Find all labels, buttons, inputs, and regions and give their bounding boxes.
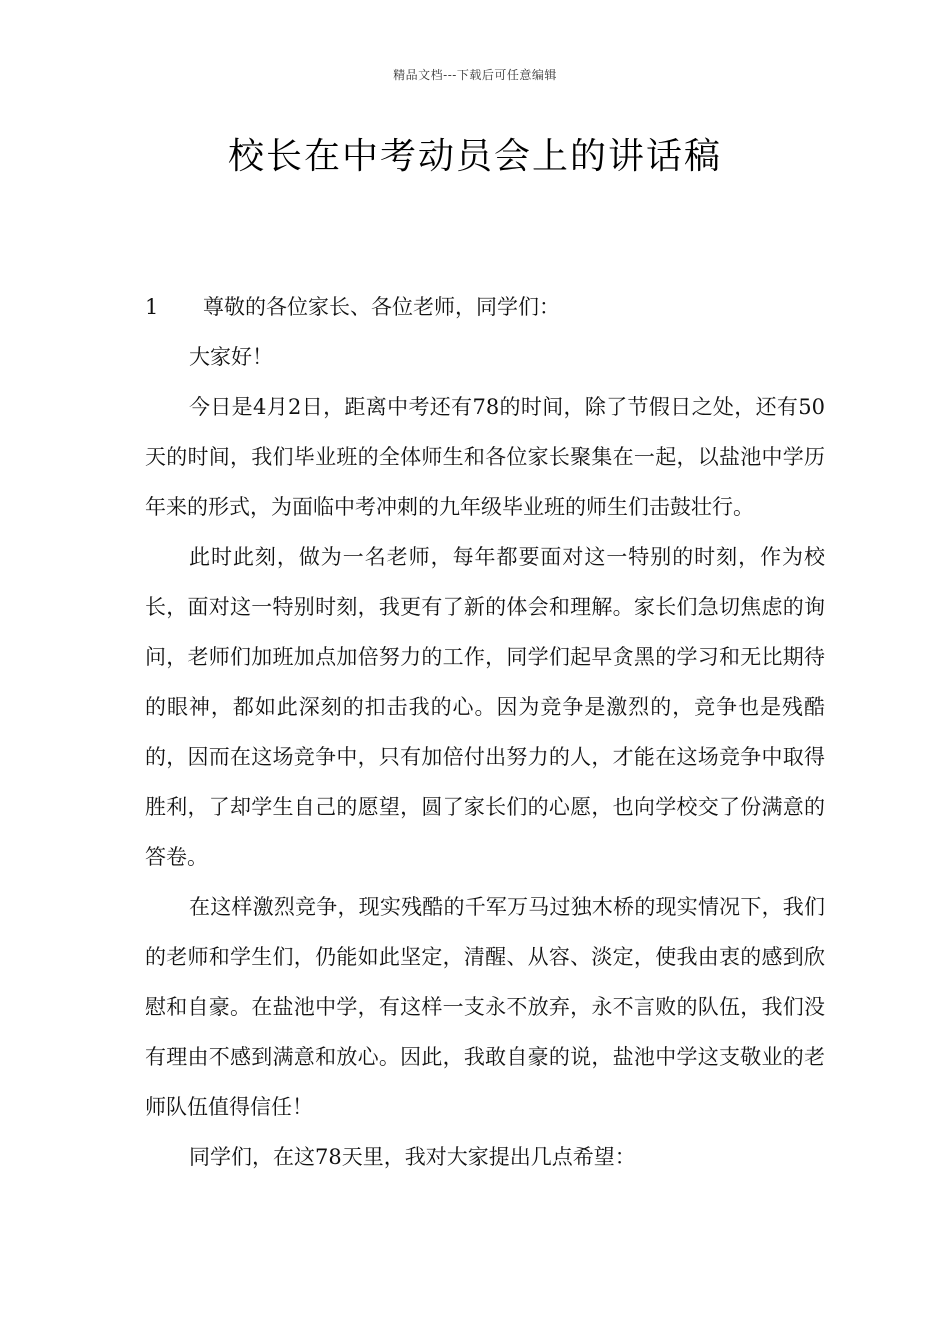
paragraph: 此时此刻，做为一名老师，每年都要面对这一特别的时刻，作为校长，面对这一特别时刻，我更有了新的体会和理解。家长们急切焦虑的询问，老师们加班加点加倍努力的工作，同学们起早贪黑的学习和无比期待的眼神，都如此深刻的扣击我的心。因为竞争是激烈的，竞争也是残酷的，因而在这场竞争中，只有加倍付出努力的人，才能在这场竞争中取得胜利，了却学生自己的愿望，圆了家长们的心愿，也向学校交了份满意的答卷。 [145,545,825,869]
salutation-row [145,282,825,332]
paragraph: 今日是4月2日，距离中考还有78的时间，除了节假日之处，还有50天的时间，我们毕业班的全体师生和各位家长聚集在一起，以盐池中学历年来的形式，为面临中考冲刺的九年级毕业班的师生们击鼓壮行。 [145,395,825,519]
paragraph: 同学们，在这78天里，我对大家提出几点希望： [189,1145,636,1169]
document-body [145,282,825,1182]
salutation: 尊敬的各位家长、各位老师，同学们： [203,295,560,319]
document-title: 校长在中考动员会上的讲话稿 [227,136,722,177]
header-note: 精品文档---下载后可任意编辑 [393,68,557,82]
item-number: 1 [145,295,159,319]
paragraph: 在这样激烈竞争，现实残酷的千军万马过独木桥的现实情况下，我们的老师和学生们，仍能如此坚定，清醒、从容、淡定，使我由衷的感到欣慰和自豪。在盐池中学，有这样一支永不放弃，永不言败的队伍，我们没有理由不感到满意和放心。因此，我敢自豪的说，盐池中学这支敬业的老师队伍值得信任！ [145,895,825,1119]
greeting: 大家好！ [189,345,273,369]
